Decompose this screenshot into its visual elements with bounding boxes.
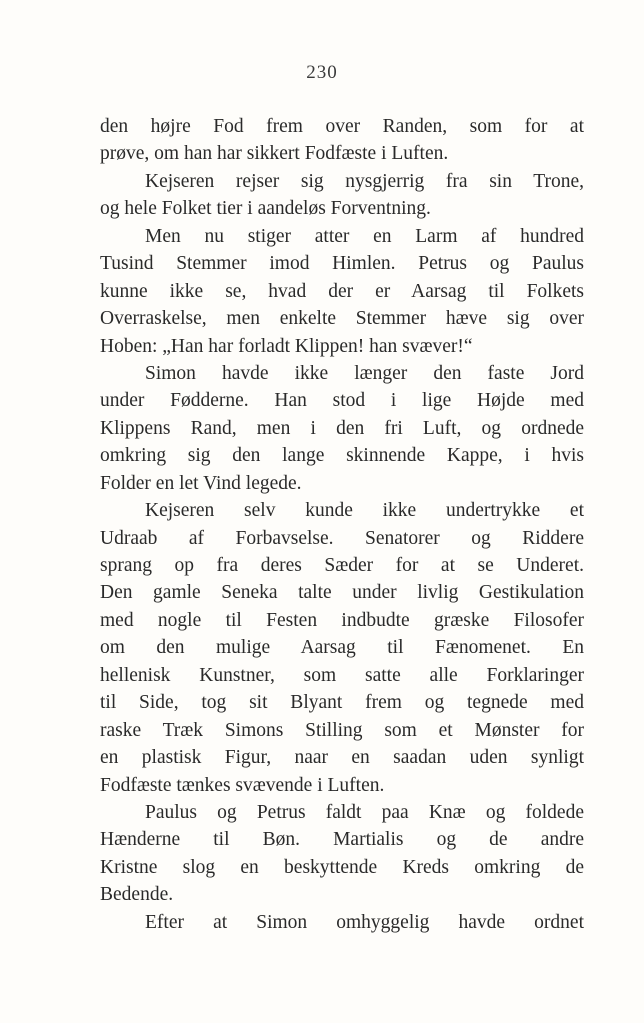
text-line: under Fødderne. Han stod i lige Højde med: [100, 390, 584, 412]
text-line: med nogle til Festen indbudte græske Filosofer: [100, 609, 584, 631]
text-line: Bedende.: [100, 884, 174, 906]
text-line: raske Træk Simons Stilling som et Mønster for: [100, 719, 584, 741]
page-number: 230: [306, 62, 338, 83]
text-line: Fodfæste tænkes svævende i Luften.: [100, 774, 385, 796]
text-line: om den mulige Aarsag til Fænomenet. En: [100, 637, 584, 659]
body-text: [100, 113, 584, 936]
text-line: den højre Fod frem over Randen, som for at: [100, 116, 584, 137]
text-line: Tusind Stemmer imod Himlen. Petrus og Paulus: [100, 253, 584, 275]
text-line: Paulus og Petrus faldt paa Knæ og foldede: [145, 801, 584, 823]
text-line: en plastisk Figur, naar en saadan uden synligt: [100, 747, 584, 769]
text-line: prøve, om han har sikkert Fodfæste i Luften.: [100, 143, 449, 165]
text-line: Overraskelse, men enkelte Stemmer hæve sig over: [100, 308, 584, 330]
text-line: hellenisk Kunstner, som satte alle Forklaringer: [100, 664, 584, 686]
text-line: Hænderne til Bøn. Martialis og de andre: [100, 829, 584, 851]
text-line: til Side, tog sit Blyant frem og tegnede med: [100, 692, 584, 714]
text-line: Folder en let Vind legede.: [100, 472, 302, 494]
text-line: og hele Folket tier i aandeløs Forventning.: [100, 198, 431, 220]
text-line: Efter at Simon omhyggelig havde ordnet: [145, 911, 584, 933]
text-line: Men nu stiger atter en Larm af hundred: [145, 225, 584, 247]
text-line: Kejseren selv kunde ikke undertrykke et: [145, 500, 584, 522]
text-line: kunne ikke se, hvad der er Aarsag til Folkets: [100, 280, 584, 302]
text-line: Kejseren rejser sig nysgjerrig fra sin Trone,: [145, 170, 584, 192]
text-line: Kristne slog en beskyttende Kreds omkring de: [100, 856, 584, 878]
text-line: Klippens Rand, men i den fri Luft, og ordnede: [100, 417, 584, 439]
text-line: Simon havde ikke længer den faste Jord: [145, 362, 584, 384]
text-line: omkring sig den lange skinnende Kappe, i hvis: [100, 445, 584, 467]
text-line: Udraab af Forbavselse. Senatorer og Riddere: [100, 527, 584, 549]
text-line: Den gamle Seneka talte under livlig Gestikulation: [100, 582, 584, 604]
text-line: sprang op fra deres Sæder for at se Underet.: [100, 555, 584, 576]
text-line: Hoben: „Han har forladt Klippen! han svæver!“: [100, 335, 473, 357]
